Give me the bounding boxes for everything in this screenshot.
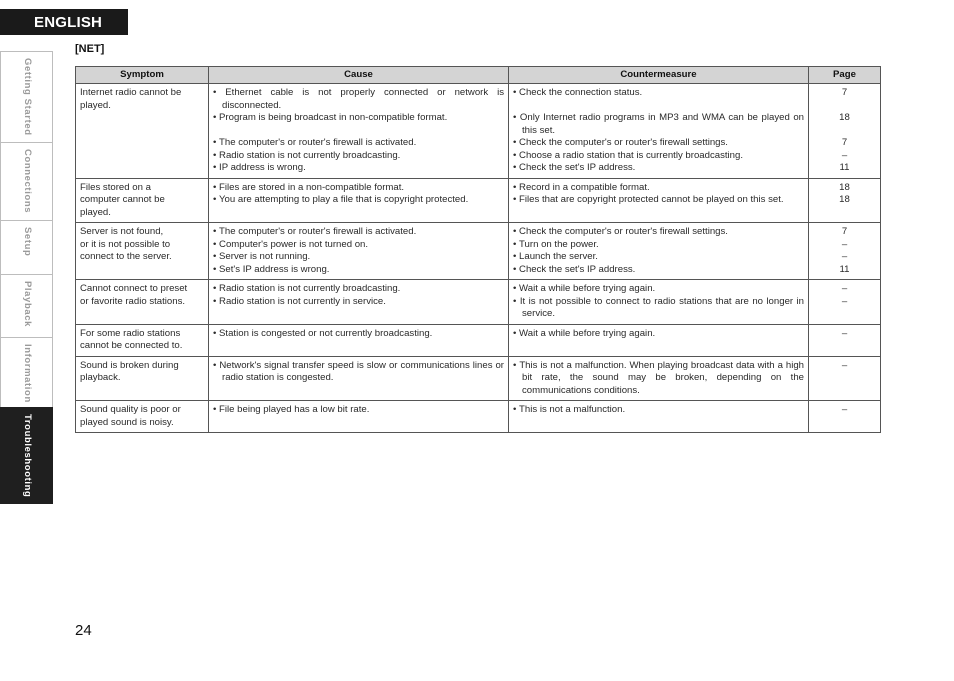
bullet-item: • Computer's power is not turned on. <box>213 239 504 252</box>
page-ref: – <box>841 359 848 371</box>
troubleshooting-table <box>75 66 881 433</box>
page-number: 24 <box>75 622 92 639</box>
bullet-item: • Radio station is not currently broadcasting. <box>213 283 504 296</box>
page-ref: 7 <box>841 137 848 148</box>
symptom-cell <box>76 401 209 433</box>
cause-cell <box>209 356 509 401</box>
nav-tab-troubleshooting[interactable] <box>0 407 53 504</box>
bullet-item: • Radio station is not currently in service. <box>213 296 504 309</box>
page-cell <box>809 280 881 325</box>
bullet-item: • Launch the server. <box>513 251 804 264</box>
section-title: [NET] <box>75 43 105 55</box>
header-countermeasure: Countermeasure <box>509 67 809 84</box>
symptom-line: played. <box>80 99 111 111</box>
symptom-cell <box>76 356 209 401</box>
bullet-item: • Check the computer's or router's firewall settings. <box>513 226 804 239</box>
symptom-line: or favorite radio stations. <box>80 295 186 307</box>
nav-tab-label: Information <box>21 344 33 403</box>
nav-tab-getting-started[interactable] <box>0 51 53 142</box>
bullet-item: • Record in a compatible format. <box>513 182 804 195</box>
language-tab: ENGLISH <box>0 9 128 35</box>
nav-tab-label: Setup <box>21 227 33 257</box>
bullet-item: • Wait a while before trying again. <box>513 283 804 296</box>
page-cell <box>809 356 881 401</box>
page-ref: – <box>841 404 848 415</box>
bullet-item: • Set's IP address is wrong. <box>213 264 504 277</box>
bullet-item: • It is not possible to connect to radio stations that are no longer in service. <box>513 296 804 321</box>
spacer <box>813 100 876 113</box>
table-row <box>76 324 881 356</box>
symptom-line: played. <box>80 206 111 218</box>
nav-tab-connections[interactable] <box>0 142 53 220</box>
page-ref: 18 <box>839 181 850 193</box>
spacer <box>813 125 876 138</box>
table-header-row <box>76 67 881 84</box>
page-ref: – <box>841 295 848 307</box>
nav-tab-information[interactable] <box>0 337 53 407</box>
table-row <box>76 84 881 179</box>
page-cell <box>809 324 881 356</box>
nav-tab-label: Playback <box>21 281 33 327</box>
bullet-item: • Choose a radio station that is currently broadcasting. <box>513 150 804 163</box>
spacer <box>513 100 804 113</box>
symptom-line: Cannot connect to preset <box>80 283 188 294</box>
page-ref: – <box>841 283 848 294</box>
nav-tab-playback[interactable] <box>0 274 53 337</box>
bullet-item: • Station is congested or not currently broadcasting. <box>213 328 504 341</box>
symptom-cell <box>76 84 209 179</box>
page-ref: – <box>841 251 848 262</box>
symptom-line: playback. <box>80 372 121 383</box>
cause-cell <box>209 401 509 433</box>
countermeasure-cell <box>509 324 809 356</box>
symptom-line: computer cannot be <box>80 194 165 205</box>
countermeasure-cell <box>509 178 809 223</box>
page-ref: – <box>841 238 848 250</box>
bullet-item: • IP address is wrong. <box>213 162 504 175</box>
bullet-item: • This is not a malfunction. When playing broadcast data with a high bit rate, the sound may be broken, depending on the communications conditions. <box>513 360 804 398</box>
header-symptom: Symptom <box>76 67 209 84</box>
countermeasure-cell <box>509 280 809 325</box>
side-nav <box>0 51 53 504</box>
table-row <box>76 223 881 280</box>
page-cell <box>809 223 881 280</box>
page-ref: 7 <box>841 87 848 98</box>
page-cell <box>809 178 881 223</box>
symptom-line: Files stored on a <box>80 181 151 193</box>
countermeasure-cell <box>509 356 809 401</box>
page-cell <box>809 401 881 433</box>
bullet-item: • Server is not running. <box>213 251 504 264</box>
symptom-cell <box>76 178 209 223</box>
bullet-item: • Files are stored in a non-compatible format. <box>213 182 504 195</box>
table-row <box>76 178 881 223</box>
cause-cell <box>209 324 509 356</box>
page-ref: – <box>841 149 848 161</box>
bullet-item: • The computer's or router's firewall is activated. <box>213 226 504 239</box>
bullet-item: • Only Internet radio programs in MP3 and WMA can be played on this set. <box>513 112 804 137</box>
table-row <box>76 356 881 401</box>
cause-cell <box>209 178 509 223</box>
bullet-item: • Radio station is not currently broadcasting. <box>213 150 504 163</box>
nav-tab-label: Troubleshooting <box>21 414 33 498</box>
countermeasure-cell <box>509 401 809 433</box>
bullet-item: • You are attempting to play a file that is copyright protected. <box>213 194 504 207</box>
spacer <box>213 125 504 138</box>
header-cause: Cause <box>209 67 509 84</box>
symptom-line: Server is not found, <box>80 226 164 237</box>
bullet-item: • Check the connection status. <box>513 87 804 100</box>
symptom-line: played sound is noisy. <box>80 416 174 428</box>
bullet-item: • This is not a malfunction. <box>513 404 804 417</box>
bullet-item: • Program is being broadcast in non-compatible format. <box>213 112 504 125</box>
bullet-item: • Turn on the power. <box>513 239 804 252</box>
countermeasure-cell <box>509 84 809 179</box>
bullet-item: • The computer's or router's firewall is activated. <box>213 137 504 150</box>
bullet-item: • Files that are copyright protected cannot be played on this set. <box>513 194 804 207</box>
bullet-item: • Check the computer's or router's firewall settings. <box>513 137 804 150</box>
bullet-item: • File being played has a low bit rate. <box>213 404 504 417</box>
symptom-line: connect to the server. <box>80 251 172 262</box>
page-ref: 7 <box>841 226 848 237</box>
bullet-item: • Wait a while before trying again. <box>513 328 804 341</box>
cause-cell <box>209 280 509 325</box>
bullet-item: • Check the set's IP address. <box>513 162 804 175</box>
symptom-line: Sound is broken during <box>80 359 179 371</box>
nav-tab-label: Connections <box>21 149 33 214</box>
page-ref: 18 <box>839 112 850 123</box>
symptom-line: cannot be connected to. <box>80 340 183 351</box>
symptom-line: Internet radio cannot be <box>80 87 182 98</box>
countermeasure-cell <box>509 223 809 280</box>
page-ref: – <box>841 327 848 339</box>
page-cell <box>809 84 881 179</box>
symptom-cell <box>76 280 209 325</box>
symptom-line: or it is not possible to <box>80 238 171 250</box>
table-row <box>76 280 881 325</box>
symptom-cell <box>76 324 209 356</box>
nav-tab-label: Getting Started <box>21 58 33 136</box>
page-ref: 11 <box>839 162 850 173</box>
cause-cell <box>209 84 509 179</box>
bullet-item: • Check the set's IP address. <box>513 264 804 277</box>
nav-tab-setup[interactable] <box>0 220 53 274</box>
bullet-item: • Network's signal transfer speed is slow or communications lines or radio station is congested. <box>213 360 504 385</box>
page-ref: 18 <box>839 194 850 205</box>
symptom-line: For some radio stations <box>80 327 181 339</box>
table-row <box>76 401 881 433</box>
symptom-line: Sound quality is poor or <box>80 404 181 415</box>
bullet-item: • Ethernet cable is not properly connected or network is disconnected. <box>213 87 504 112</box>
page-ref: 11 <box>839 263 850 275</box>
symptom-cell <box>76 223 209 280</box>
cause-cell <box>209 223 509 280</box>
header-page: Page <box>809 67 881 84</box>
